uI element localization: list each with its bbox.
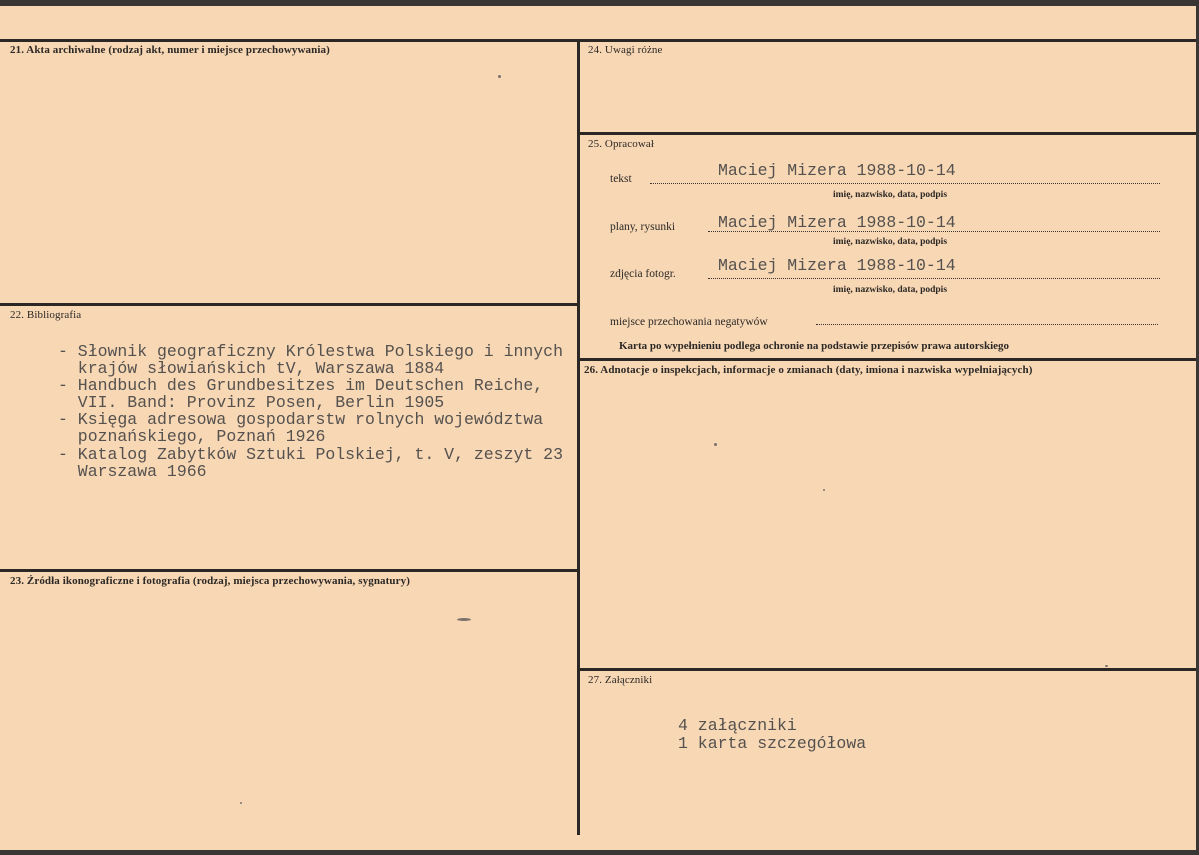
- text-author-signature: Maciej Mizera 1988-10-14: [718, 161, 956, 180]
- attachment-line-2: 1 karta szczegółowa: [678, 734, 867, 753]
- bibliography-line-8: Warszawa 1966: [58, 462, 207, 481]
- bibliography-line-6: poznańskiego, Poznań 1926: [58, 427, 326, 446]
- drawings-author-caption: imię, nazwisko, data, podpis: [833, 237, 948, 247]
- section-21-title: 21. Akta archiwalne (rodzaj akt, numer i miejsce przechowywania): [10, 44, 330, 56]
- photos-author-caption: imię, nazwisko, data, podpis: [833, 285, 948, 295]
- rule-26-27: [579, 668, 1196, 671]
- photos-author-label: zdjęcia fotogr.: [610, 268, 676, 280]
- paper-speck: [498, 75, 501, 78]
- bibliography-line-5: - Księga adresowa gospodarstw rolnych województwa: [58, 410, 544, 429]
- paper-speck: [823, 489, 825, 491]
- drawings-author-label: plany, rysunki: [610, 221, 676, 233]
- record-card: [0, 6, 1196, 850]
- rule-22-23: [0, 569, 579, 572]
- section-27-title: 27. Załączniki: [588, 674, 653, 686]
- photos-author-signature: Maciej Mizera 1988-10-14: [718, 256, 956, 275]
- center-divider: [577, 39, 580, 835]
- section-22-title: 22. Bibliografia: [10, 309, 82, 321]
- drawings-author-signature: Maciej Mizera 1988-10-14: [718, 213, 956, 232]
- top-rule: [0, 39, 1196, 42]
- section-23-title: 23. Źródła ikonograficzne i fotografia (rodzaj, miejsca przechowywania, sygnatury): [10, 575, 410, 587]
- text-author-label: tekst: [610, 173, 632, 185]
- rule-24-25: [579, 132, 1196, 135]
- rule-21-22: [0, 303, 579, 306]
- negatives-location-label: miejsce przechowania negatywów: [610, 316, 768, 328]
- paper-speck: [457, 618, 471, 621]
- paper-speck: [714, 443, 717, 446]
- bibliography-line-3: - Handbuch des Grundbesitzes im Deutschen Reiche,: [58, 376, 544, 395]
- photos-author-line: [708, 278, 1160, 279]
- bibliography-line-7: - Katalog Zabytków Sztuki Polskiej, t. V, zeszyt 23: [58, 445, 563, 464]
- bibliography-line-1: - Słownik geograficzny Królestwa Polskiego i innych: [58, 342, 563, 361]
- bibliography-line-4: VII. Band: Provinz Posen, Berlin 1905: [58, 393, 445, 412]
- bibliography-line-2: krajów słowiańskich tV, Warszawa 1884: [58, 359, 445, 378]
- negatives-location-line: [816, 324, 1158, 325]
- section-26-title: 26. Adnotacje o inspekcjach, informacje o zmianach (daty, imiona i nazwiska wypełniających): [584, 364, 1033, 376]
- paper-speck: [240, 802, 242, 804]
- attachment-line-1: 4 załączniki: [678, 716, 797, 735]
- rule-25-26: [579, 358, 1196, 361]
- section-25-title: 25. Opracował: [588, 138, 655, 150]
- text-author-caption: imię, nazwisko, data, podpis: [833, 190, 948, 200]
- text-author-line: [650, 183, 1160, 184]
- section-24-title: 24. Uwagi różne: [588, 44, 663, 56]
- paper-speck: [1105, 665, 1108, 667]
- copyright-notice: Karta po wypełnieniu podlega ochronie na podstawie przepisów prawa autorskiego: [619, 340, 1010, 352]
